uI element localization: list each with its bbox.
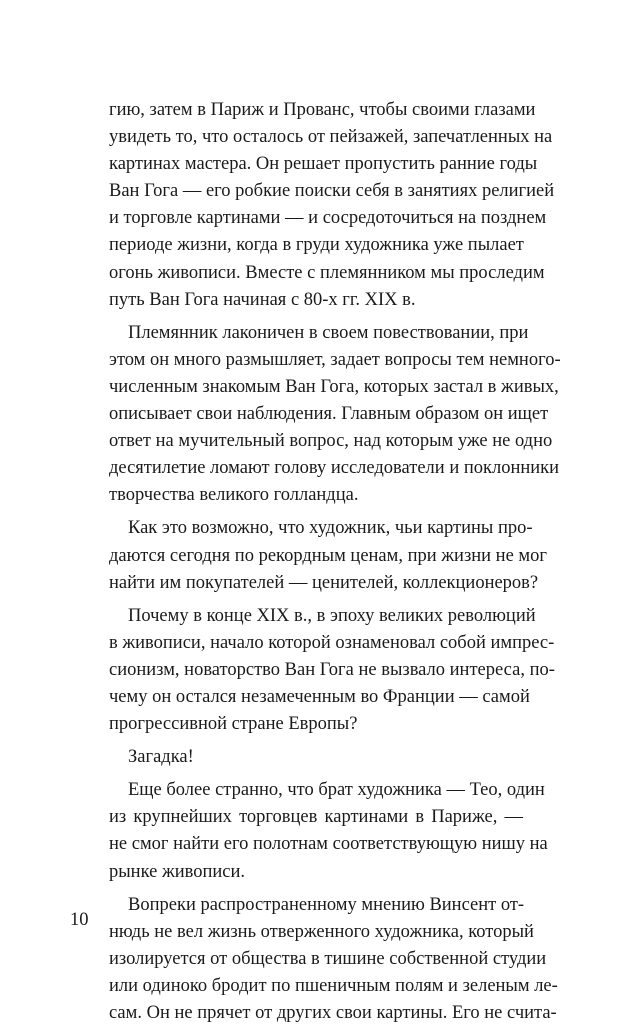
text-line: Почему в конце XIX в., в эпоху великих революций xyxy=(128,605,536,626)
text-line: и торговле картинами — и сосредоточиться на позднем xyxy=(109,208,547,229)
text-line: чему он остался незамеченным во Франции — самой xyxy=(109,686,530,707)
text-line: прогрессивной стране Европы? xyxy=(109,714,358,735)
text-line: в живописи, начало которой ознаменовал собой импрес- xyxy=(109,632,555,653)
text-line: картинах мастера. Он решает пропустить ранние годы xyxy=(109,154,538,175)
paragraph xyxy=(109,320,561,510)
paragraph xyxy=(109,777,548,885)
text-line: даются сегодня по рекордным ценам, при жизни не мог xyxy=(109,545,547,566)
paragraph xyxy=(109,515,547,596)
text-line: Как это возможно, что художник, чьи картины про- xyxy=(128,518,533,539)
paragraph xyxy=(109,97,555,314)
paragraph xyxy=(109,603,555,738)
text-line: численным знакомым Ван Гога, которых застал в живых, xyxy=(109,376,559,397)
text-line: периоде жизни, когда в груди художника уже пылает xyxy=(109,235,524,256)
body-text xyxy=(109,97,561,1033)
text-line: сионизм, новаторство Ван Гога не вызвало интереса, по- xyxy=(109,659,555,680)
text-line: Вопреки распространенному мнению Винсент от- xyxy=(128,894,525,915)
text-line: или одиноко бродит по пшеничным полям и зеленым ле- xyxy=(109,975,558,996)
text-line: из крупнейших торговцев картинами в Париже, — xyxy=(109,807,523,828)
text-line: этом он много размышляет, задает вопросы тем немного- xyxy=(109,349,561,370)
text-line: Племянник лаконичен в своем повествовании, при xyxy=(128,322,529,343)
text-line: путь Ван Гога начиная с 80-х гг. XIX в. xyxy=(109,289,416,310)
text-line: ответ на мучительный вопрос, над которым уже не одно xyxy=(109,431,553,452)
page-number: 10 xyxy=(70,910,89,930)
text-line: сам. Он не прячет от других свои картины. Его не счита- xyxy=(109,1003,557,1023)
text-line: огонь живописи. Вместе с племянником мы проследим xyxy=(109,262,545,283)
text-line: не смог найти его полотнам соответствующую нишу на xyxy=(109,834,548,855)
text-line: найти им покупателей — ценителей, коллекционеров? xyxy=(109,572,539,593)
text-line: Ван Гога — его робкие поиски себя в занятиях религией xyxy=(109,181,555,202)
text-line: увидеть то, что осталось от пейзажей, запечатленных на xyxy=(109,127,553,148)
text-line: рынке живописи. xyxy=(109,861,246,882)
text-line: творчества великого голландца. xyxy=(109,485,359,506)
text-line: описывает свои наблюдения. Главным образом он ищет xyxy=(109,404,549,425)
text-line: нюдь не вел жизнь отверженного художника, который xyxy=(109,921,534,942)
text-line: изолируется от общества в тишине собственной студии xyxy=(109,948,547,969)
text-line: Еще более странно, что брат художника — Тео, один xyxy=(128,780,545,801)
paragraph xyxy=(109,744,523,771)
text-line: гию, затем в Париж и Прованс, чтобы своими глазами xyxy=(109,100,536,120)
paragraph xyxy=(109,892,558,1027)
text-line: десятилетие ломают голову исследователи и поклонники xyxy=(109,458,560,479)
text-line: Загадка! xyxy=(128,747,194,768)
